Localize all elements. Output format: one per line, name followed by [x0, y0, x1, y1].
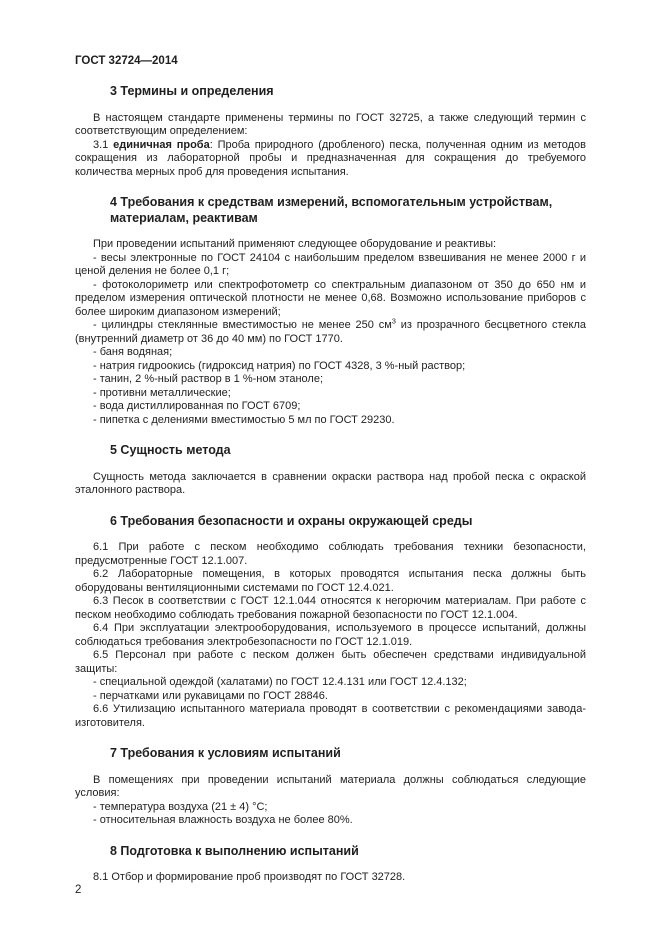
clause-number: 3.1	[93, 138, 114, 151]
page-number: 2	[75, 884, 82, 896]
section-7-heading: 7 Требования к условиям испытаний	[110, 746, 341, 760]
section-4-heading: 4 Требования к средствам измерений, вспомогательным устройствам, материалам, реактивам	[110, 195, 553, 225]
list-item-pipette: - пипетка с делениями вместимостью 5 мл по ГОСТ 29230.	[93, 413, 395, 426]
section-3-paragraph-intro: В настоящем стандарте применены термины по ГОСТ 32725, а также следующий термин с соответствующим определением:	[75, 111, 586, 137]
list-item-protective-clothing: - специальной одеждой (халатами) по ГОСТ 12.4.131 или ГОСТ 12.4.132;	[93, 676, 467, 688]
list-item-text: из прозрачного бесцветного стекла (внутренний диаметр от 36 до 40 мм) по ГОСТ 1770.	[75, 319, 586, 345]
section-5-heading: 5 Сущность метода	[110, 443, 231, 457]
list-item-photometer: - фотоколориметр или спектрофотометр со спектральным диапазоном от 350 до 650 нм и пределом измерения оптической плотности не менее 0,68. Возможно использование приборов с более широким диапазоном измерений;	[75, 278, 586, 318]
list-item-water-bath: - баня водяная;	[93, 346, 173, 358]
clause-6-3: 6.3 Песок в соответствии с ГОСТ 12.1.044 относятся к негорючим материалам. При работе с песком необходимо соблюдать требования пожарной безопасности по ГОСТ 12.1.004.	[75, 595, 586, 621]
list-item-sodium-hydroxide: - натрия гидроокись (гидроксид натрия) по ГОСТ 4328, 3 %-ный раствор;	[93, 359, 466, 372]
clause-6-6: 6.6 Утилизацию испытанного материала проводят в соответствии с рекомендациями завода-изготовителя.	[75, 703, 586, 729]
list-item-temperature: - температура воздуха (21 ± 4) °С;	[93, 800, 268, 813]
list-item-cylinders	[75, 316, 586, 346]
section-8-heading: 8 Подготовка к выполнению испытаний	[110, 843, 359, 858]
list-item-scales: - весы электронные по ГОСТ 24104 с наибольшим пределом взвешивания не менее 2000 г и ценой деления не более 0,1 г;	[75, 251, 586, 277]
section-3-clause-3-1	[75, 139, 586, 180]
section-3-heading: 3 Термины и определения	[110, 84, 274, 98]
section-4-intro: При проведении испытаний применяют следующее оборудование и реактивы:	[93, 238, 497, 250]
page-content	[75, 55, 586, 885]
section-7-intro: В помещениях при проведении испытаний материала должны соблюдаться следующие условия:	[75, 773, 586, 799]
list-item-gloves: - перчатками или рукавицами по ГОСТ 28846.	[93, 689, 328, 702]
list-item-humidity: - относительная влажность воздуха не более 80%.	[93, 814, 353, 826]
superscript-3: 3	[391, 316, 396, 326]
clause-6-5: 6.5 Персонал при работе с песком должен быть обеспечен средствами индивидуальной защиты:	[75, 649, 586, 675]
defined-term: единичная проба	[113, 138, 210, 151]
clause-6-2: 6.2 Лабораторные помещения, в которых проводятся испытания песка должны быть оборудованы вентиляционными системами по ГОСТ 12.4.021.	[75, 568, 586, 594]
list-item-metal-trays: - противни металлические;	[93, 386, 231, 399]
list-item-text: - цилиндры стеклянные вместимостью не менее 250 см	[93, 319, 392, 331]
section-6-heading: 6 Требования безопасности и охраны окружающей среды	[110, 513, 473, 528]
section-5-paragraph: Сущность метода заключается в сравнении окраски раствора над пробой песка с окраской эталонного раствора.	[75, 470, 586, 496]
definition-text: : Проба природного (дробленого) песка, полученная одним из методов сокращения из лабораторной пробы и предназначенная для сокращения до требуемого количества мерных проб для проведения испытания.	[75, 138, 586, 178]
clause-6-4: 6.4 При эксплуатации электрооборудования, используемого в процессе испытаний, должны соблюдаться требования электробезопасности по ГОСТ 12.1.019.	[75, 622, 586, 648]
clause-8-1: 8.1 Отбор и формирование проб производят по ГОСТ 32728.	[93, 871, 406, 883]
clause-6-1: 6.1 При работе с песком необходимо соблюдать требования техники безопасности, предусмотренные ГОСТ 12.1.007.	[75, 541, 586, 567]
doc-number: ГОСТ 32724—2014	[75, 55, 178, 67]
list-item-distilled-water: - вода дистиллированная по ГОСТ 6709;	[93, 400, 301, 412]
list-item-tannin: - танин, 2 %-ный раствор в 1 %-ном этаноле;	[93, 373, 324, 385]
